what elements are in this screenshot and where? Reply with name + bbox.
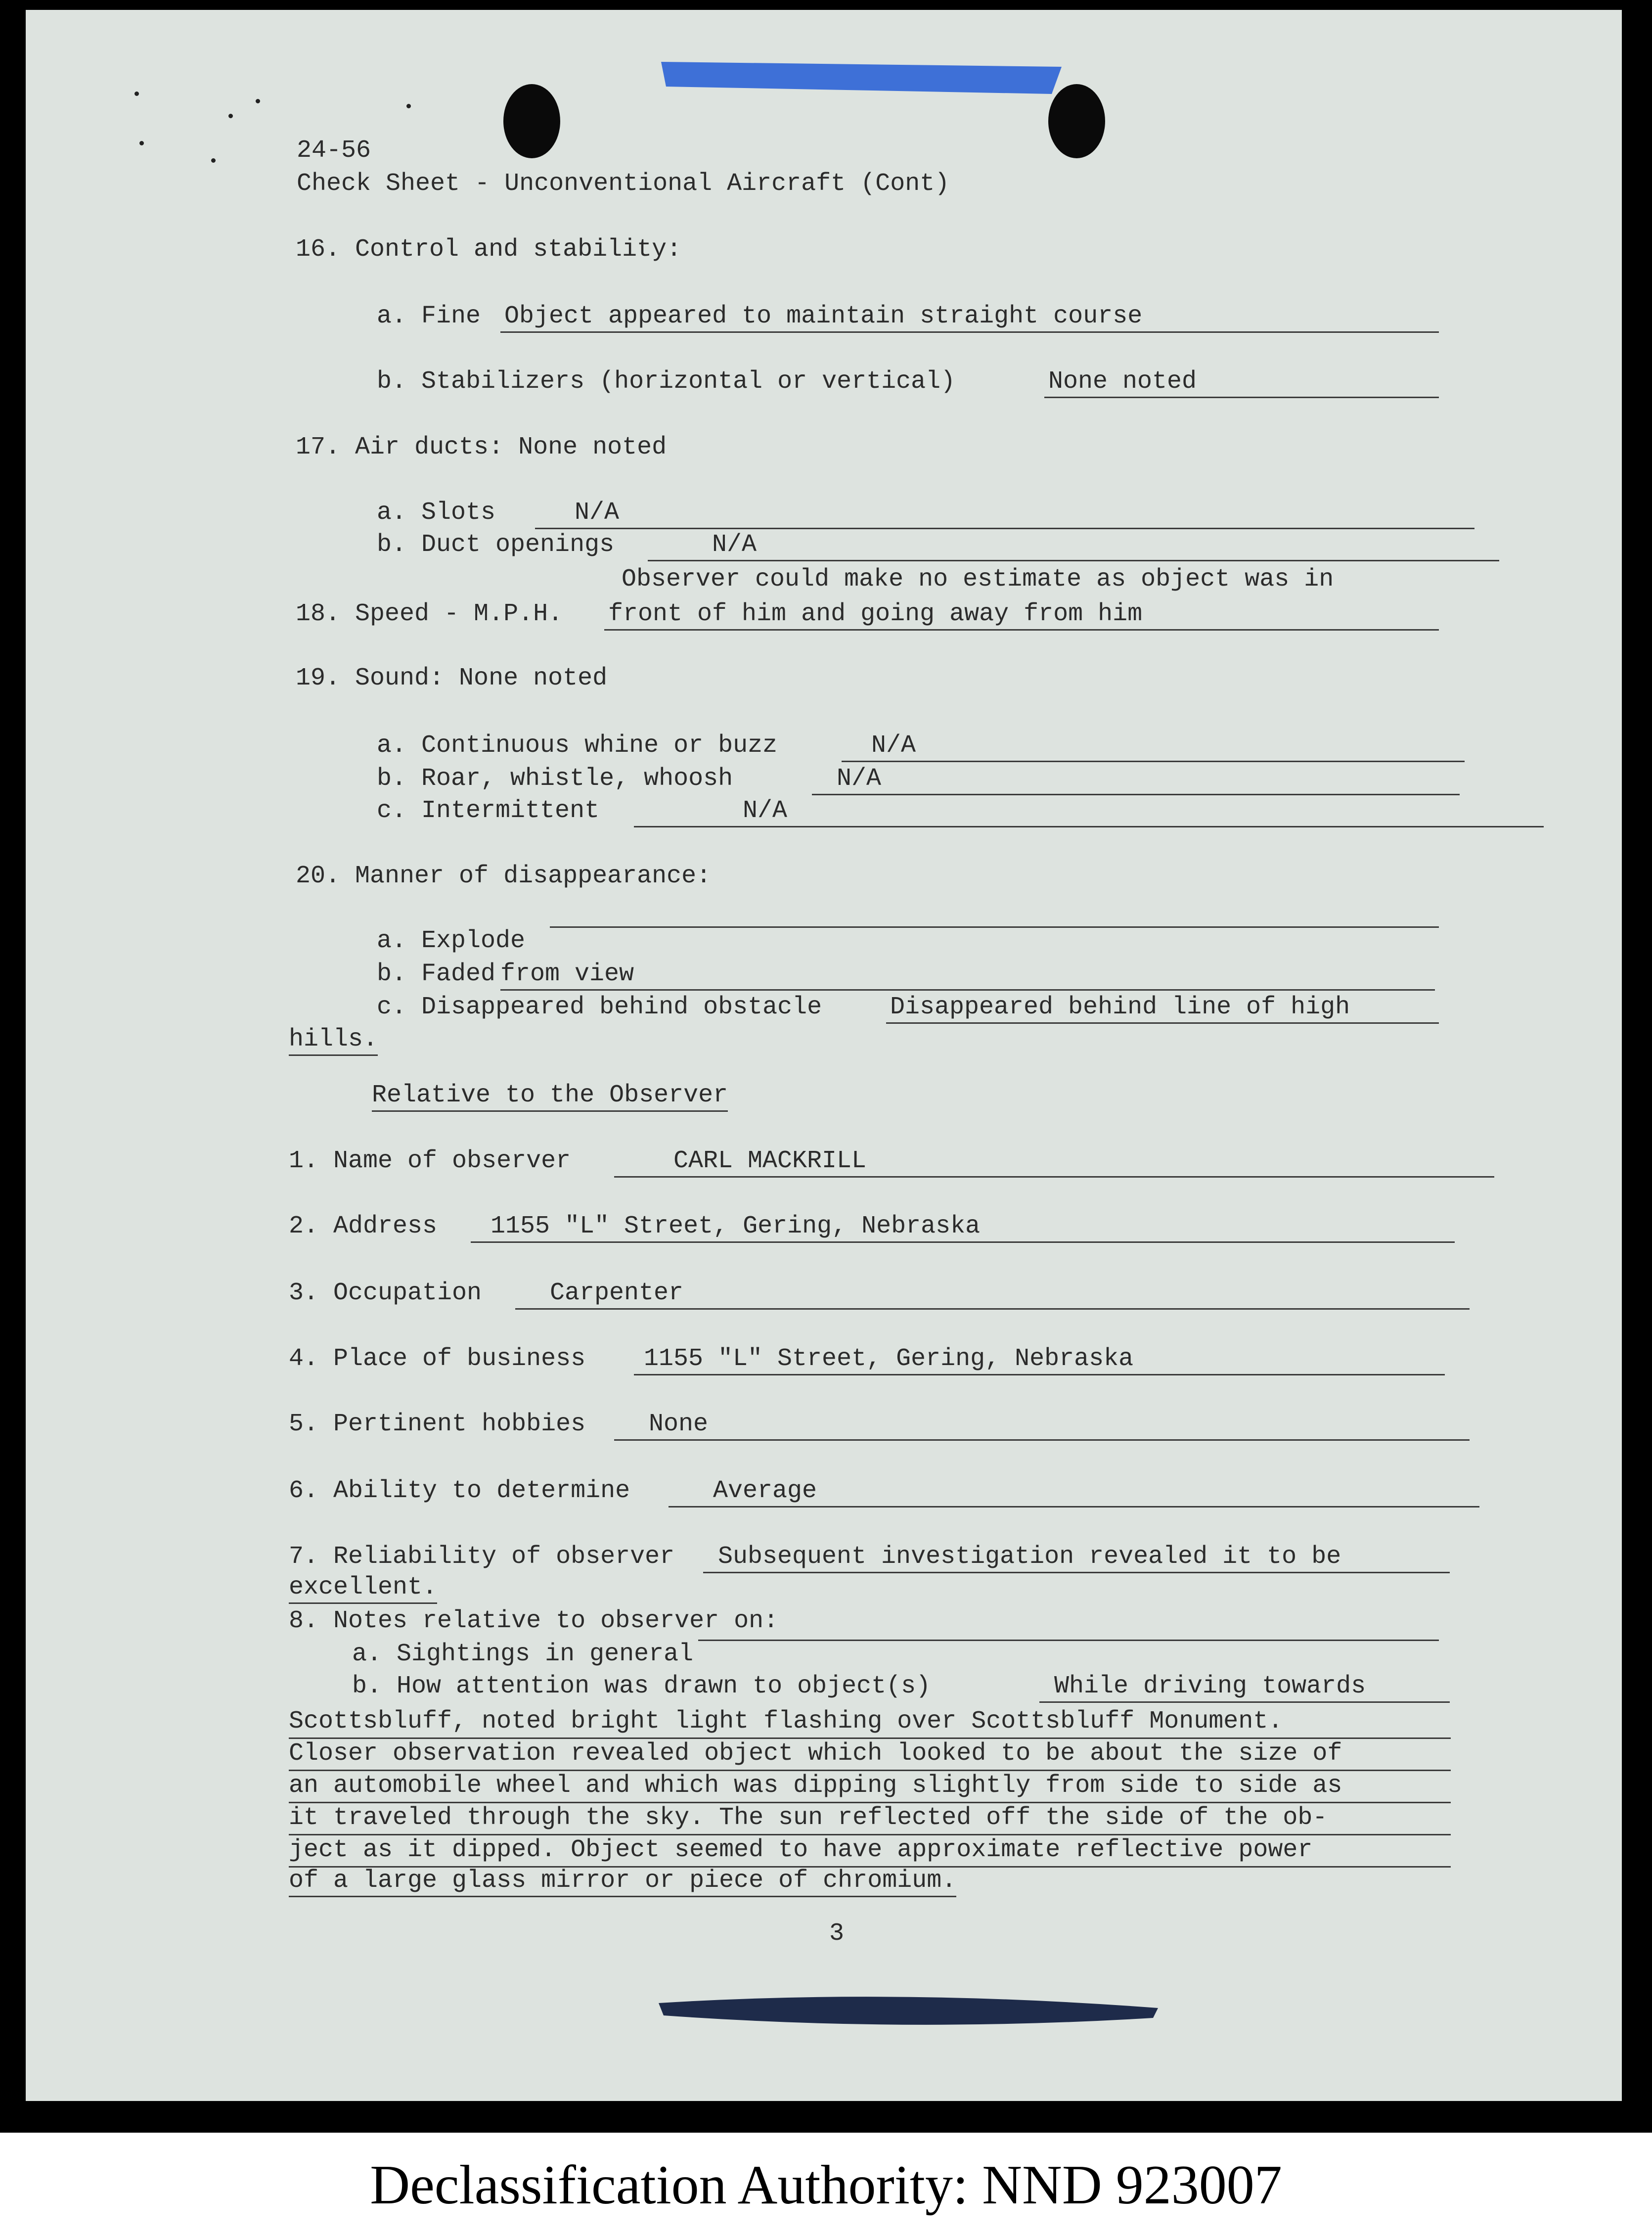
observer-reliability: Subsequent investigation revealed it to be [703,1542,1450,1573]
speck [256,99,260,103]
q20-label: 20. Manner of disappearance: [296,862,712,890]
q17b-label: b. Duct openings [377,531,615,559]
narrative-line: ject as it dipped. Object seemed to have approximate reflective power [289,1834,1451,1868]
q19-label: 19. Sound: None noted [296,664,608,692]
q5-label: 5. Pertinent hobbies [289,1410,586,1438]
speck [139,141,144,145]
q7-continuation: excellent. [289,1573,437,1604]
q2-label: 2. Address [289,1212,438,1240]
narrative-line: an automobile wheel and which was dipping slightly from side to side as [289,1770,1451,1803]
q20b-value: from view [500,959,1435,991]
punch-hole-left [503,84,560,158]
q7-label: 7. Reliability of observer [289,1543,675,1571]
q16-label: 16. Control and stability: [296,235,682,264]
q20a-label: a. Explode [377,927,526,955]
q16a-label: a. Fine [377,302,481,330]
observer-ability: Average [669,1476,1479,1507]
observer-occupation: Carpenter [515,1279,1470,1310]
q17b-value: N/A [648,530,1499,561]
speck [406,104,411,108]
q17a-value: N/A [535,498,1474,529]
q18-value: front of him and going away from him [604,599,1439,631]
q16b-value: None noted [1044,367,1439,398]
narrative-line: it traveled through the sky. The sun reflected off the side of the ob- [289,1802,1451,1835]
q18-label: 18. Speed - M.P.H. [296,600,563,628]
doc-number: 24-56 [297,137,371,165]
q1-label: 1. Name of observer [289,1147,571,1175]
observer-section-title: Relative to the Observer [372,1081,728,1112]
observer-name: CARL MACKRILL [614,1146,1494,1178]
q19b-label: b. Roar, whistle, whoosh [377,765,733,793]
observer-business: 1155 "L" Street, Gering, Nebraska [634,1344,1445,1375]
q19c-value: N/A [634,796,1544,827]
q8b-label: b. How attention was drawn to object(s) [352,1672,931,1700]
q19b-value: N/A [812,764,1460,795]
q16a-value: Object appeared to maintain straight course [500,302,1439,333]
q8-label: 8. Notes relative to observer on: [289,1607,779,1635]
q6-label: 6. Ability to determine [289,1477,630,1505]
q20b-label: b. Faded [377,960,496,988]
q3-label: 3. Occupation [289,1279,482,1307]
page-number: 3 [829,1919,845,1948]
page-title: Check Sheet - Unconventional Aircraft (Cont) [297,170,950,198]
narrative-line: Scottsbluff, noted bright light flashing over Scottsbluff Monument. [289,1705,1451,1739]
narrative-line: Closer observation revealed object which looked to be about the size of [289,1737,1451,1771]
q8a-value [698,1640,1439,1641]
declassification-footer: Declassification Authority: NND 923007 [0,2133,1652,2238]
observer-address: 1155 "L" Street, Gering, Nebraska [471,1212,1455,1243]
speck [228,114,233,118]
q20c-continuation: hills. [289,1025,378,1056]
q19a-value: N/A [842,731,1465,762]
observer-hobbies: None [614,1410,1470,1441]
q20c-label: c. Disappeared behind obstacle [377,993,822,1021]
q18-above: Observer could make no estimate as object was in [622,565,1334,594]
bottom-redaction-mark [649,1978,1168,2038]
q20a-value [550,926,1439,928]
q17-label: 17. Air ducts: None noted [296,433,667,461]
top-redaction-mark [656,47,1072,101]
speck [134,91,139,96]
q19c-label: c. Intermittent [377,797,600,825]
punch-hole-right [1048,84,1105,158]
q20c-value: Disappeared behind line of high [886,993,1439,1024]
q17a-label: a. Slots [377,499,496,527]
q16b-label: b. Stabilizers (horizontal or vertical) [377,367,956,396]
q4-label: 4. Place of business [289,1345,586,1373]
q8b-value: While driving towards [1039,1672,1450,1703]
narrative-line: of a large glass mirror or piece of chromium. [289,1866,956,1897]
document-page [26,10,1622,2101]
q19a-label: a. Continuous whine or buzz [377,731,778,760]
q8a-label: a. Sightings in general [352,1640,694,1668]
speck [211,158,216,163]
